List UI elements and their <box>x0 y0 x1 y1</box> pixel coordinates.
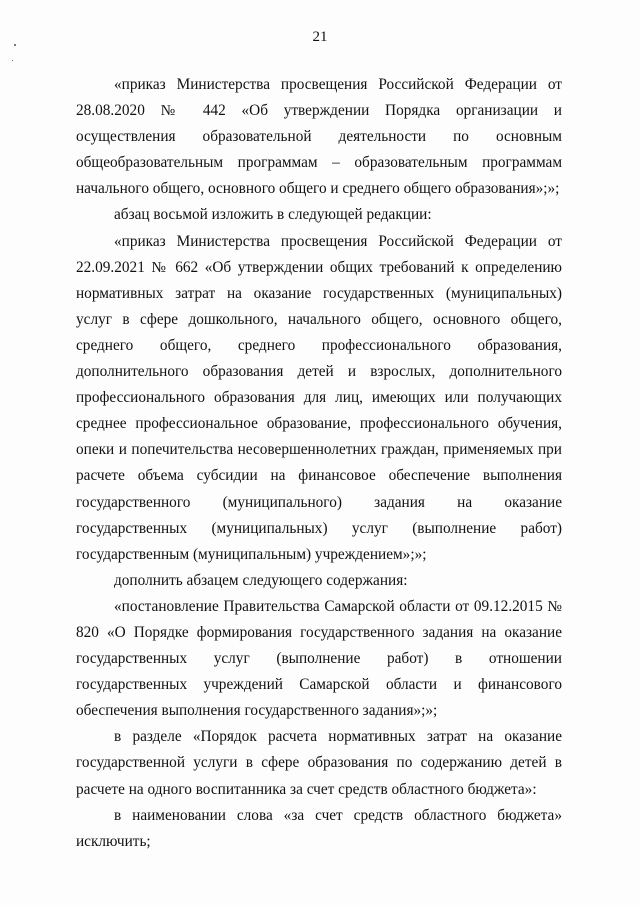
paragraph-supplement-instruction: дополнить абзацем следующего содержания: <box>114 571 408 589</box>
paragraph-order-662: «приказ Министерства просвещения Российской Федерации от 22.09.2021 № 662 «Об утверждении общих требований к определению нормативных затрат на оказание государственных (муниципальных) услуг в сфере дошкольного, начального общего, основного общего, среднего общего, среднего профессионального образования, дополнительного образования детей и взрослых, дополнительного профессионального образования для лиц, имеющих или получающих среднее профессиональное образование, профессионального обучения, опеки и попечительства несовершеннолетних граждан, применяемых при расчете объема субсидии на финансовое обеспечение выполнения государственного (муниципального) задания на оказание государственных (муниципальных) услуг (выполнение работ) государственным (муниципальным) учреждением»;»; <box>76 232 562 563</box>
paragraph-resolution-820: «постановление Правительства Самарской области от 09.12.2015 № 820 «О Порядке формирования государственного задания на оказание государственных услуг (выполнение работ) в отношении государственных учреждений Самарской области и финансового обеспечения выполнения государственного задания»;»; <box>76 597 562 720</box>
page-number: 21 <box>312 29 328 45</box>
paragraph-title-words-exclusion: в наименовании слова «за счет средств областного бюджета» исключить; <box>76 806 562 850</box>
document-body <box>76 72 562 855</box>
paragraph-order-442: «приказ Министерства просвещения Российской Федерации от 28.08.2020 № 442 «Об утверждении Порядка организации и осуществления образовательной деятельности по основным общеобразовательным программам – образовательным программам начального общего, основного общего и среднего общего образования»;»; <box>76 76 562 198</box>
paragraph-eighth-paragraph-instruction: абзац восьмой изложить в следующей редакции: <box>114 206 432 224</box>
paragraph-section-reference: в разделе «Порядок расчета нормативных затрат на оказание государственной услуги в сфере образования по содержанию детей в расчете на одного воспитанника за счет средств областного бюджета»: <box>76 728 562 798</box>
scan-speck <box>12 60 13 61</box>
